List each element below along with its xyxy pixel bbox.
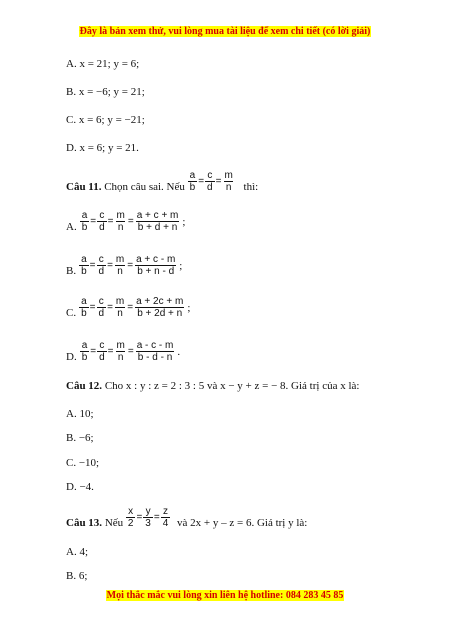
q11-cond-frac-3: $\frac{m}{n}$	[224, 170, 233, 193]
equals-sign: =	[136, 512, 143, 523]
q11-option-a	[66, 210, 185, 233]
q13-text-before: Nếu	[104, 517, 124, 529]
fraction: $\frac{c}{d}$	[99, 340, 105, 363]
equals-sign: =	[89, 302, 96, 313]
q12-statement	[66, 380, 359, 392]
q11-cond-frac-2: $\frac{c}{d}$	[207, 170, 213, 193]
q12-option-b: B. −6;	[66, 432, 94, 444]
q12-option-a: A. 10;	[66, 408, 94, 420]
equals-sign: =	[127, 260, 134, 271]
equals-sign: =	[107, 216, 114, 227]
q11-cond-frac-1: $\frac{a}{b}$	[189, 170, 196, 193]
q13-option-b: B. 6;	[66, 570, 88, 582]
footer-banner-text: Mọi thắc mắc vui lòng xin liên hệ hotline: 084 283 45 85	[106, 590, 344, 601]
option-label: D.	[66, 351, 77, 363]
q12-label: Câu 12.	[66, 380, 103, 392]
q13-cond-frac-2: $\frac{y}{3}$	[145, 506, 151, 529]
q11-option-d	[66, 340, 180, 363]
q11-option-c	[66, 296, 190, 319]
fraction: $\frac{m}{n}$	[115, 254, 125, 277]
fraction: $\frac{a}{b}$	[81, 296, 87, 319]
fraction: $\frac{a}{b}$	[81, 254, 87, 277]
option-label: B.	[66, 265, 77, 277]
fraction: $\frac{m}{n}$	[115, 296, 125, 319]
q12-text: Cho x : y : z = 2 : 3 : 5 và x − y + z = − 8. Giá trị của x là:	[104, 380, 360, 392]
equals-sign: =	[90, 216, 97, 227]
equals-sign: =	[198, 176, 205, 187]
fraction: $\frac{a}{b}$	[81, 210, 88, 233]
q11-statement	[66, 170, 258, 193]
footer-banner	[0, 590, 450, 601]
equals-sign: =	[89, 260, 96, 271]
fraction: $\frac{a}{b}$	[81, 340, 88, 363]
q11-option-b	[66, 254, 182, 277]
equals-sign: =	[90, 346, 97, 357]
equals-sign: =	[107, 302, 113, 313]
q10-option-b: B. x = −6; y = 21;	[66, 86, 145, 98]
q13-cond-frac-1: $\frac{x}{2}$	[127, 506, 134, 529]
equals-sign: =	[107, 346, 114, 357]
option-trail: ;	[182, 215, 186, 228]
option-label: C.	[66, 307, 77, 319]
equals-sign: =	[153, 512, 160, 523]
fraction: $\frac{c}{d}$	[98, 254, 105, 277]
q10-option-c: C. x = 6; y = −21;	[66, 114, 145, 126]
fraction: $\frac{a + 2c + m}{b + 2d + n}$	[136, 296, 184, 319]
header-banner	[0, 26, 450, 37]
q13-label: Câu 13.	[66, 517, 103, 529]
fraction: $\frac{m}{n}$	[116, 340, 125, 363]
option-label: A.	[66, 221, 77, 233]
q13-statement	[66, 506, 307, 529]
q11-label: Câu 11.	[66, 181, 102, 193]
q11-text-after: thì:	[243, 181, 259, 193]
fraction: $\frac{a - c - m}{b - d - n}$	[136, 340, 174, 363]
fraction: $\frac{a + c - m}{b + n - d}$	[136, 254, 176, 277]
q11-text-before: Chọn câu sai. Nếu	[104, 181, 185, 193]
equals-sign: =	[215, 176, 222, 187]
fraction: $\frac{c}{d}$	[98, 296, 105, 319]
q13-text-after: và 2x + y – z = 6. Giá trị y là:	[177, 517, 308, 529]
equals-sign: =	[127, 216, 134, 227]
fraction: $\frac{c}{d}$	[99, 210, 105, 233]
option-trail: .	[177, 345, 181, 358]
q10-option-a: A. x = 21; y = 6;	[66, 58, 140, 70]
equals-sign: =	[127, 346, 134, 357]
fraction: $\frac{m}{n}$	[116, 210, 125, 233]
header-banner-text: Đây là bản xem thử, vui lòng mua tài liệu để xem chi tiết (có lời giải)	[79, 26, 371, 37]
q12-option-d: D. −4.	[66, 481, 94, 493]
fraction: $\frac{a + c + m}{b + d + n}$	[136, 210, 179, 233]
q12-option-c: C. −10;	[66, 457, 100, 469]
q13-option-a: A. 4;	[66, 546, 88, 558]
q10-option-d: D. x = 6; y = 21.	[66, 142, 139, 154]
equals-sign: =	[107, 260, 113, 271]
equals-sign: =	[127, 302, 134, 313]
q13-cond-frac-3: $\frac{z}{4}$	[162, 506, 169, 529]
option-trail: ;	[187, 301, 191, 314]
option-trail: ;	[179, 259, 183, 272]
